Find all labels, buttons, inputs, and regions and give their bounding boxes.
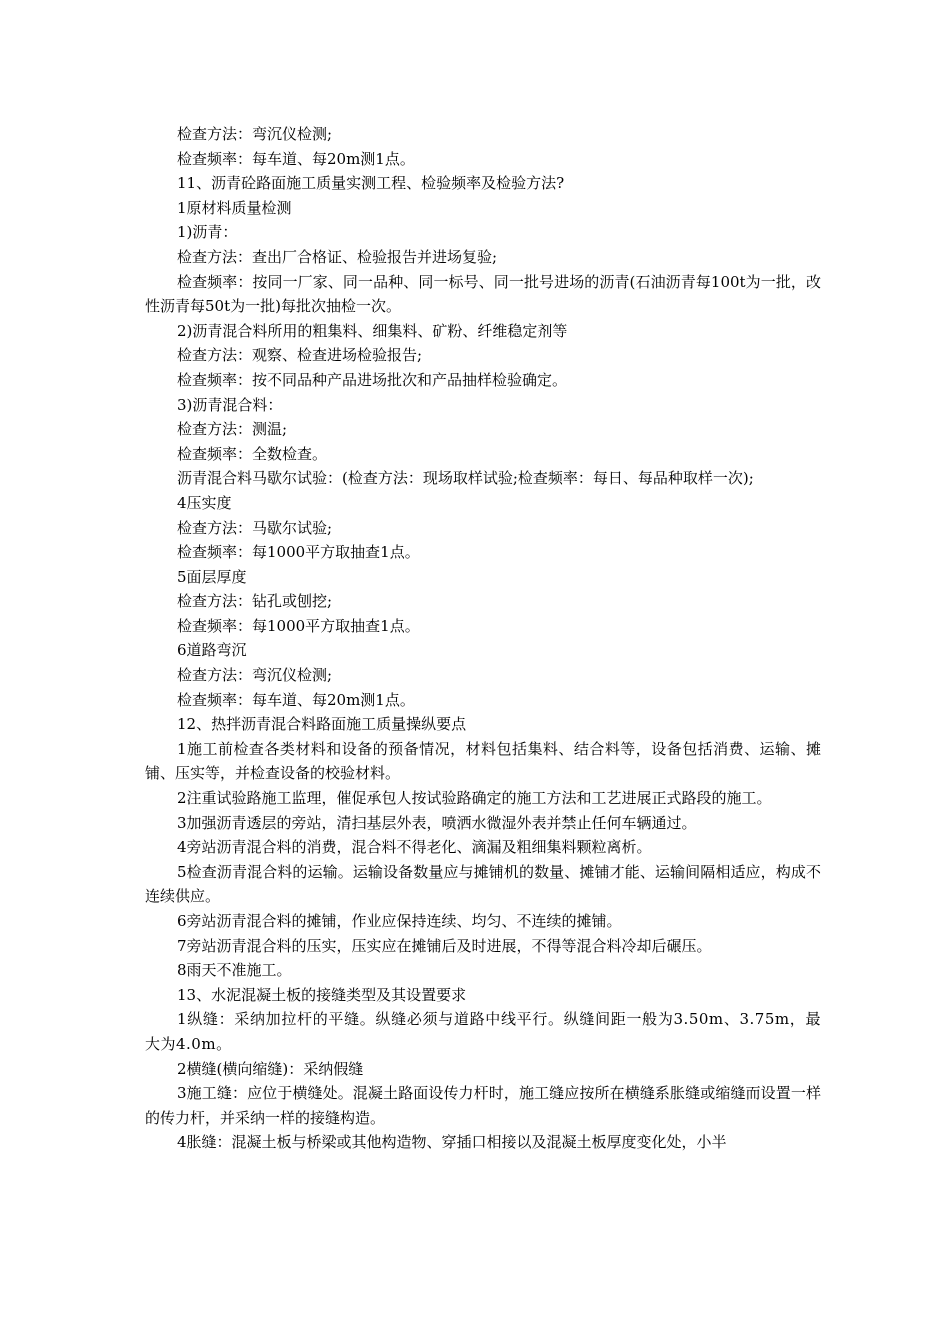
item-asphalt-mixture: 3)沥青混合料：	[177, 395, 283, 414]
paragraph-13: 检查频率：全数检查。	[177, 444, 328, 463]
paragraph-35: 2横缝(横向缩缝)：采纳假缝	[177, 1059, 364, 1078]
paragraph-2: 检查频率：每车道、每20m测1点。	[177, 149, 415, 168]
paragraph-31: 7旁站沥青混合料的压实，压实应在摊铺后及时进展，不得等混合料冷却后碾压。	[177, 936, 712, 955]
paragraph-longitudinal-joint: 1纵缝：采纳加拉杆的平缝。纵缝必须与道路中线平行。纵缝间距一般为3.50m、3.75m，最大为4.0m。	[145, 1010, 821, 1053]
paragraph-10: 检查频率：按不同品种产品进场批次和产品抽样检验确定。	[177, 370, 568, 389]
paragraph-26: 2注重试验路施工监理，催促承包人按试验路确定的施工方法和工艺进展正式路段的施工。	[177, 789, 772, 808]
paragraph-6: 检查方法：查出厂合格证、检验报告并进场复验;	[177, 247, 498, 266]
paragraph-7: 检查频率：按同一厂家、同一品种、同一标号、同一批号进场的沥青(石油沥青每100t为一批，改性沥青每50t为一批)每批次抽检一次。	[145, 272, 821, 316]
paragraph-1: 检查方法：弯沉仪检测;	[177, 125, 333, 143]
document-body	[145, 122, 821, 1155]
subheading-deflection: 6道路弯沉	[177, 641, 247, 660]
paragraph-19: 检查方法：钻孔或刨挖;	[177, 592, 333, 611]
paragraph-marshall-test: 沥青混合料马歇尔试验：(检查方法：现场取样试验;检查频率：每日、每品种取样一次);	[177, 469, 754, 488]
item-asphalt: 1)沥青：	[177, 223, 238, 242]
paragraph-37: 4胀缝：混凝土板与桥梁或其他构造物、穿插口相接以及混凝土板厚度变化处，小半	[177, 1133, 727, 1152]
paragraph-30: 6旁站沥青混合料的摊铺，作业应保持连续、均匀、不连续的摊铺。	[177, 912, 622, 930]
paragraph-28: 4旁站沥青混合料的消费，混合料不得老化、滴漏及粗细集料颗粒离析。	[177, 838, 652, 857]
paragraph-23: 检查频率：每车道、每20m测1点。	[177, 690, 415, 709]
paragraph-27: 3加强沥青透层的旁站，清扫基层外表，喷洒水微湿外表并禁止任何车辆通过。	[177, 813, 697, 832]
subheading-raw-material: 1原材料质量检测	[177, 198, 292, 217]
section-heading-12: 12、热拌沥青混合料路面施工质量操纵要点	[177, 715, 467, 734]
paragraph-17: 检查频率：每1000平方取抽查1点。	[177, 543, 420, 562]
paragraph-29: 5检查沥青混合料的运输。运输设备数量应与摊铺机的数量、摊铺才能、运输间隔相适应，构成不连续供应。	[145, 862, 821, 906]
paragraph-36: 3施工缝：应位于横缝处。混凝土路面设传力杆时，施工缝应按所在横缝系胀缝或缩缝而设置一样的传力杆，并采纳一样的接缝构造。	[145, 1084, 821, 1127]
paragraph-16: 检查方法：马歇尔试验;	[177, 518, 333, 537]
subheading-compaction: 4压实度	[177, 493, 232, 512]
paragraph-25: 1施工前检查各类材料和设备的预备情况，材料包括集料、结合料等，设备包括消费、运输、摊铺、压实等，并检查设备的校验材料。	[145, 739, 821, 783]
paragraph-22: 检查方法：弯沉仪检测;	[177, 666, 333, 685]
paragraph-9: 检查方法：观察、检查进场检验报告;	[177, 346, 423, 365]
section-heading-11: 11、沥青砼路面施工质量实测工程、检验频率及检验方法?	[177, 174, 565, 193]
subheading-thickness: 5面层厚度	[177, 567, 247, 586]
paragraph-12: 检查方法：测温;	[177, 420, 288, 439]
item-aggregates: 2)沥青混合料所用的粗集料、细集料、矿粉、纤维稳定剂等	[177, 321, 568, 340]
paragraph-32: 8雨天不准施工。	[177, 961, 292, 980]
paragraph-20: 检查频率：每1000平方取抽查1点。	[177, 616, 420, 635]
section-heading-13: 13、水泥混凝土板的接缝类型及其设置要求	[177, 985, 467, 1004]
